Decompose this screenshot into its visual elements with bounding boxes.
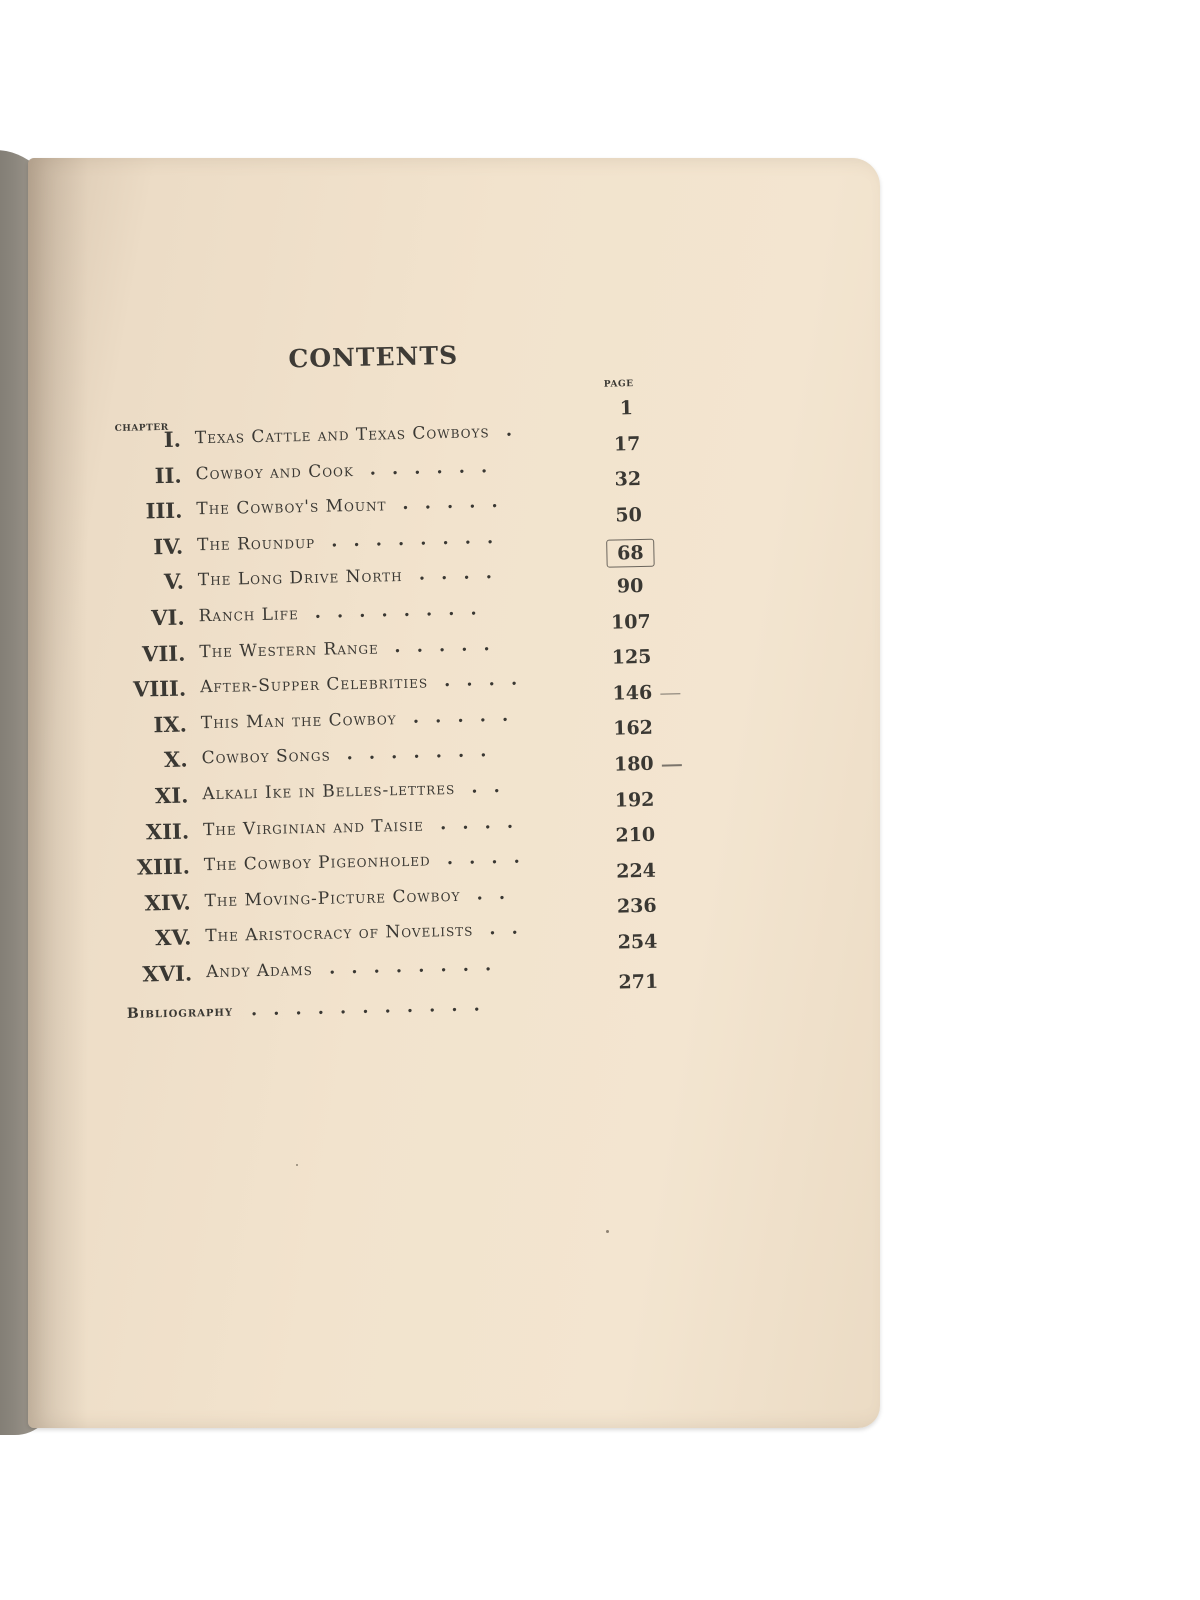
chapter-title: After-Supper Celebrities [199, 672, 429, 698]
page-number: 17 [613, 432, 641, 456]
page-number: 224 [615, 859, 657, 883]
dot-leader: ........... [250, 993, 496, 1020]
chapter-number: VII. [141, 640, 186, 667]
dot-leader: ..... [412, 704, 525, 728]
chapter-number: IV. [153, 533, 184, 559]
dot-leader: ........ [330, 526, 510, 552]
chapter-title: The Cowboy Pigeonholed [203, 850, 431, 876]
gutter-shadow [28, 158, 88, 1428]
page-number: 68 [606, 539, 655, 568]
page-number: 32 [614, 468, 642, 491]
chapter-number: XI. [154, 782, 189, 809]
chapter-number: VIII. [132, 675, 187, 702]
chapter-number: XV. [154, 924, 192, 951]
page-number: 210 [615, 823, 656, 847]
dot-leader: .. [471, 775, 517, 798]
chapter-title: Ranch Life [198, 604, 299, 627]
dot-leader: ........ [328, 953, 508, 979]
dot-leader: ........ [314, 598, 493, 623]
chapter-title: The Cowboy's Mount [196, 495, 387, 520]
page-number: 1 [619, 397, 634, 420]
dot-leader: . [505, 419, 529, 441]
dot-leader: .... [439, 810, 530, 834]
page-number: 146 [612, 681, 653, 705]
dot-leader: ..... [402, 490, 514, 515]
dot-leader: .... [443, 668, 534, 692]
paper-speck [296, 1164, 298, 1166]
chapter-title: Andy Adams [205, 959, 314, 983]
chapter-title: This Man the Cowboy [200, 708, 397, 734]
page-number: 254 [617, 930, 658, 954]
dot-leader: ...... [369, 455, 504, 480]
chapter-number: XII. [145, 818, 190, 845]
page-number: 180 [613, 752, 654, 776]
chapter-number: II. [154, 462, 182, 488]
dot-leader: .... [418, 562, 509, 586]
chapter-title: Cowboy and Cook [195, 460, 355, 484]
page-number: 125 [611, 645, 652, 669]
page-number: 192 [614, 788, 655, 812]
chapter-column-header: CHAPTER [114, 422, 169, 434]
table-of-contents [113, 336, 703, 1022]
chapter-title: Alkali Ike in Belles-lettres [202, 778, 456, 805]
paper-speck [606, 1230, 609, 1233]
dot-leader: .. [476, 882, 522, 905]
page-number: 107 [610, 610, 651, 634]
chapter-title: The Virginian and Taisie [202, 815, 425, 840]
bibliography-title: Bibliography [126, 1003, 234, 1022]
chapter-title: The Long Drive North [197, 566, 403, 591]
chapter-number: XIV. [144, 889, 191, 916]
chapter-title: The Aristocracy of Novelists [205, 920, 474, 947]
chapter-number: VI. [150, 604, 185, 631]
page-number: 90 [616, 574, 644, 598]
chapter-number: X. [163, 746, 188, 773]
chapter-title: Texas Cattle and Texas Cowboys [194, 422, 490, 449]
book-page [28, 158, 880, 1428]
page-number: 271 [618, 970, 659, 994]
dot-leader: ....... [346, 740, 503, 765]
dot-leader: .. [489, 917, 535, 940]
chapter-title: Cowboy Songs [201, 745, 331, 769]
page-number: 50 [615, 503, 643, 527]
chapter-title: The Moving-Picture Cowboy [204, 885, 461, 911]
chapter-number: IX. [153, 711, 188, 738]
chapter-number: XIII. [136, 853, 191, 880]
dot-leader: .... [446, 846, 537, 870]
contents-title: CONTENTS [288, 340, 459, 374]
chapter-title: The Western Range [199, 638, 379, 662]
chapter-number: III. [145, 497, 183, 524]
chapter-number: V. [163, 568, 185, 595]
chapter-number: XVI. [142, 960, 193, 987]
page-number: 236 [616, 895, 657, 918]
dot-leader: ..... [394, 633, 506, 657]
page-number: 162 [613, 717, 654, 740]
page-column-header: PAGE [603, 379, 634, 390]
chapter-title: The Roundup [196, 532, 316, 556]
chapter-number: I. [163, 426, 182, 452]
